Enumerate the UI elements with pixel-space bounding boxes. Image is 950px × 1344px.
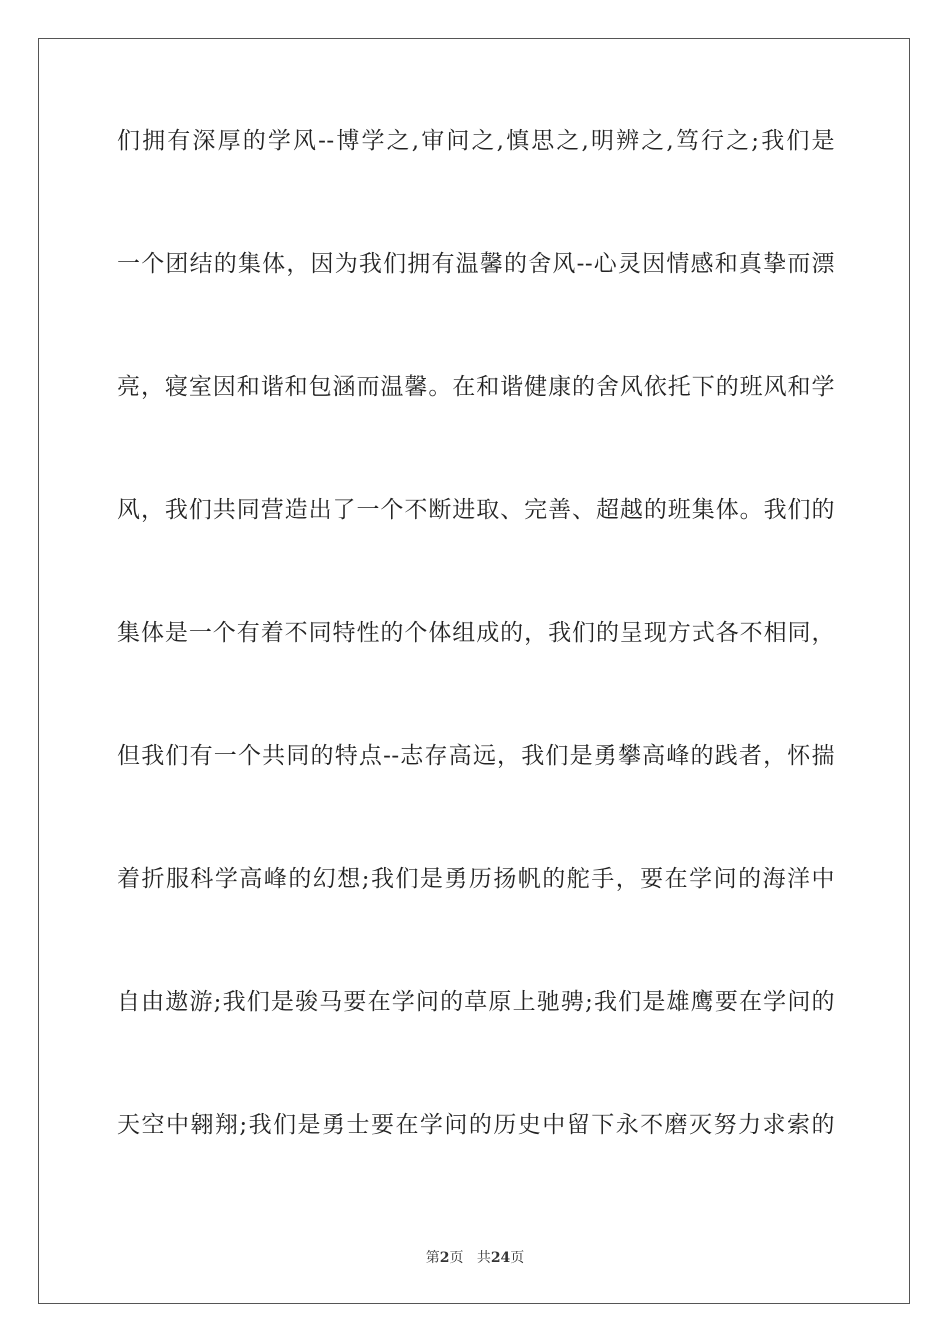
text-line-2: 一个团结的集体，因为我们拥有温馨的舍风--心灵因情感和真挚而漂 bbox=[117, 251, 835, 277]
text-line-6: 但我们有一个共同的特点--志存高远，我们是勇攀高峰的践者，怀揣 bbox=[117, 743, 835, 769]
text-line-7: 着折服科学高峰的幻想;我们是勇历扬帆的舵手，要在学问的海洋中 bbox=[117, 866, 835, 892]
text-line-4: 风，我们共同营造出了一个不断进取、完善、超越的班集体。我们的 bbox=[117, 497, 835, 523]
total-prefix: 共 bbox=[476, 1250, 491, 1266]
text-line-3: 亮，寝室因和谐和包涵而温馨。在和谐健康的舍风依托下的班风和学 bbox=[117, 374, 835, 400]
total-suffix: 页 bbox=[510, 1250, 525, 1266]
body-text bbox=[117, 126, 835, 1233]
page-suffix: 页 bbox=[449, 1250, 464, 1266]
text-line-1: 们拥有深厚的学风--博学之,审问之,慎思之,明辨之,笃行之;我们是 bbox=[117, 128, 835, 154]
text-line-8: 自由遨游;我们是骏马要在学问的草原上驰骋;我们是雄鹰要在学问的 bbox=[117, 989, 835, 1015]
total-pages: 24 bbox=[490, 1250, 511, 1266]
text-line-9: 天空中翱翔;我们是勇士要在学问的历史中留下永不磨灭努力求索的 bbox=[117, 1112, 835, 1138]
page-prefix: 第 bbox=[425, 1250, 440, 1266]
page-number: 2 bbox=[439, 1250, 450, 1266]
text-line-5: 集体是一个有着不同特性的个体组成的，我们的呈现方式各不相同， bbox=[117, 620, 835, 646]
page-footer bbox=[0, 1247, 950, 1267]
